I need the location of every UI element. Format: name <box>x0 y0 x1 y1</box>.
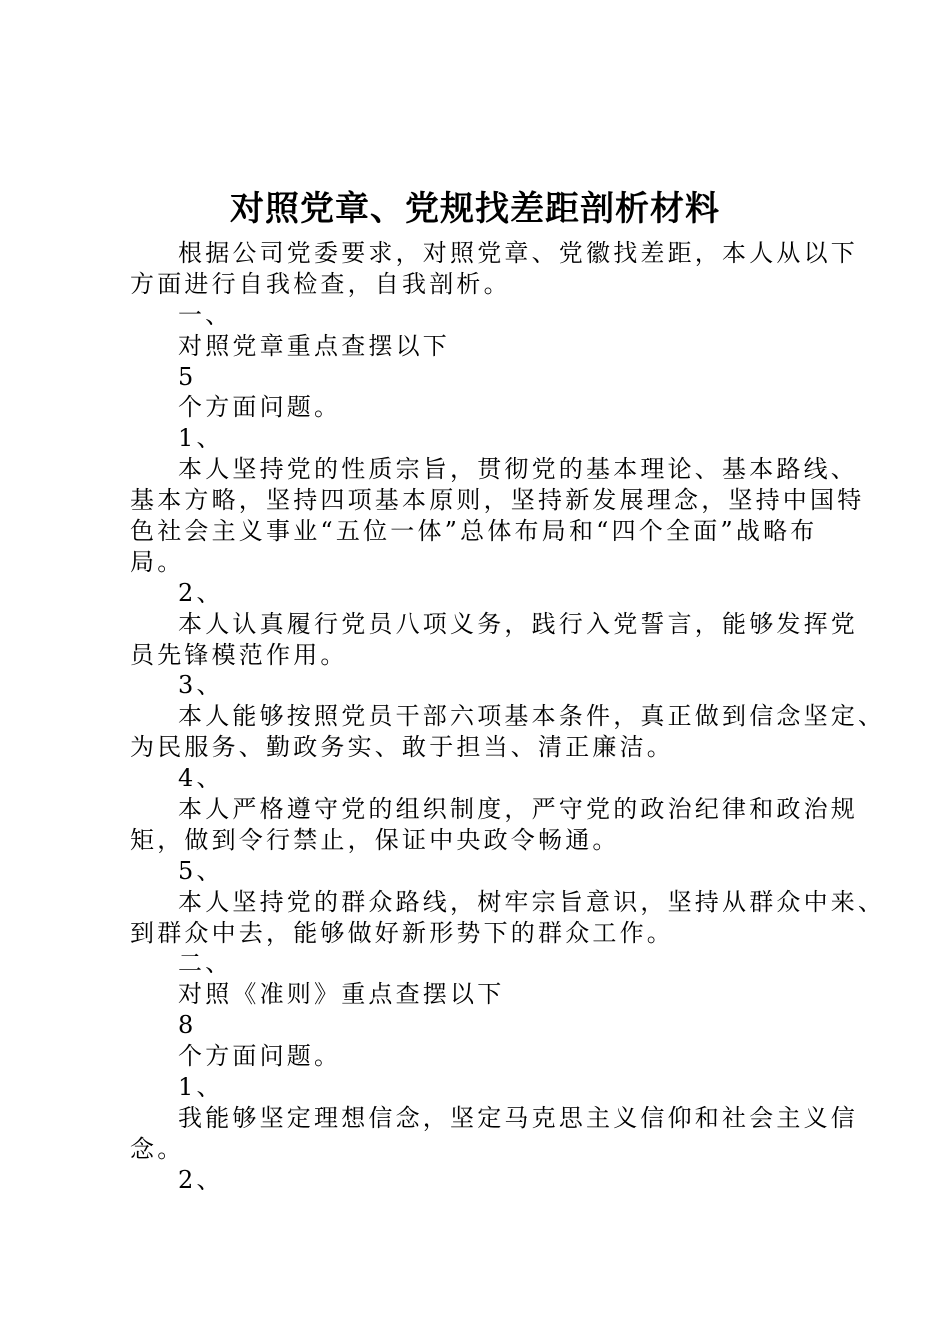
text-line: 基本方略，坚持四项基本原则，坚持新发展理念，坚持中国特 <box>130 486 865 515</box>
text-line: 1、 <box>178 424 224 453</box>
text-line: 一、 <box>178 300 233 329</box>
text-line: 2、 <box>178 1165 224 1194</box>
text-line: 本人能够按照党员干部六项基本条件，真正做到信念坚定、 <box>178 702 886 731</box>
text-line: 员先锋模范作用。 <box>130 640 348 669</box>
text-line: 本人严格遵守党的组织制度，严守党的政治纪律和政治规 <box>178 795 858 824</box>
text-line: 为民服务、勤政务实、敢于担当、清正廉洁。 <box>130 733 674 762</box>
text-line: 5 <box>178 362 197 391</box>
text-line: 个方面问题。 <box>178 1042 342 1071</box>
text-line: 8 <box>178 1011 197 1040</box>
text-line: 到群众中去，能够做好新形势下的群众工作。 <box>130 918 674 947</box>
text-line: 根据公司党委要求，对照党章、党徽找差距，本人从以下 <box>178 239 858 267</box>
text-line: 本人坚持党的性质宗旨，贯彻党的基本理论、基本路线、 <box>178 455 858 484</box>
text-line: 本人认真履行党员八项义务，践行入党誓言，能够发挥党 <box>178 609 858 638</box>
text-line: 方面进行自我检查，自我剖析。 <box>130 269 511 298</box>
text-line: 4、 <box>178 764 224 793</box>
text-line: 3、 <box>178 671 224 700</box>
text-line: 对照《准则》重点查摆以下 <box>178 980 505 1009</box>
text-line: 5、 <box>178 856 224 885</box>
text-line: 矩，做到令行禁止，保证中央政令畅通。 <box>130 825 620 854</box>
text-line: 对照党章重点查摆以下 <box>178 331 450 360</box>
document-title: 对照党章、党规找差距剖析材料 <box>230 189 720 229</box>
text-line: 我能够坚定理想信念，坚定马克思主义信仰和社会主义信 <box>178 1103 858 1132</box>
text-line: 色社会主义事业“五位一体”总体布局和“四个全面”战略布 <box>130 517 818 546</box>
text-line: 局。 <box>130 547 185 576</box>
text-line: 2、 <box>178 578 224 607</box>
text-line: 本人坚持党的群众路线，树牢宗旨意识，坚持从群众中来、 <box>178 887 886 916</box>
text-line: 念。 <box>130 1134 185 1163</box>
text-line: 个方面问题。 <box>178 393 342 422</box>
text-line: 1、 <box>178 1073 224 1102</box>
document-body <box>130 238 886 1196</box>
text-line: 二、 <box>178 949 233 978</box>
